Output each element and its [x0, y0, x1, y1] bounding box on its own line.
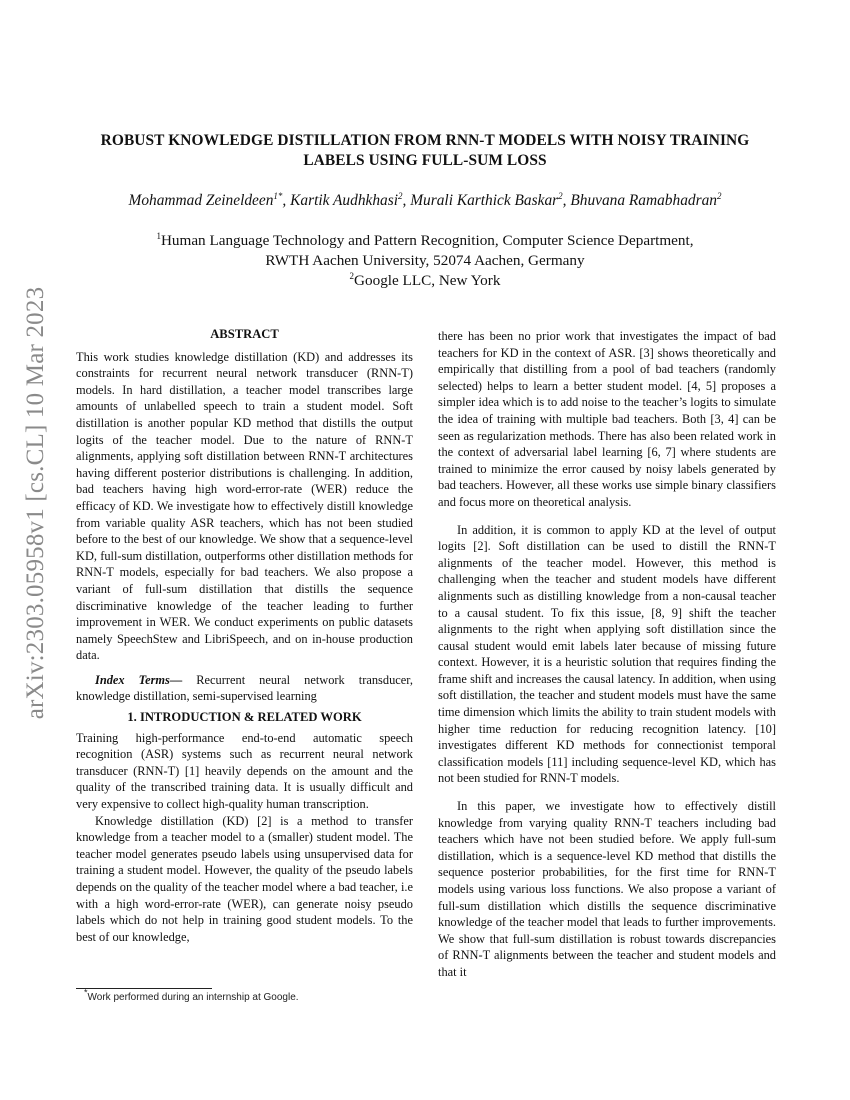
arxiv-identifier-stamp — [0, 0, 72, 1100]
author-name: Bhuvana Ramabhadran — [570, 192, 717, 209]
affiliation-1-line-1: $^1$Human Language Technology and Pattern Recognition, Computer Science Department, — [156, 230, 694, 249]
section-1-paragraph-2: Knowledge distillation (KD) [2] is a method to transfer knowledge from a teacher model to a (smaller) student model. The teacher model generates pseudo labels using unsupervised data for training a student model. However, the quality of the pseudo labels depends on the quality of the teacher model where a bad teacher, i.e with a high word-error-rate (WER), can generate noisy pseudo labels which do not help in training good student models. To the best of our knowledge, — [76, 813, 413, 944]
footnote-mark: * — [84, 987, 88, 998]
author-name: Murali Karthick Baskar — [410, 192, 559, 209]
author-affiliation-mark: 2 — [398, 190, 403, 201]
footnote — [84, 987, 299, 1003]
affiliation-2-mark: 2 — [349, 270, 355, 281]
index-terms — [76, 672, 413, 705]
affiliation-1-mark: 1 — [156, 230, 161, 241]
footnote-text: Work performed during an internship at Google. — [87, 992, 299, 1003]
right-column — [438, 328, 776, 981]
right-paragraph-3: In this paper, we investigate how to effectively distill knowledge from varying quality RNN-T teachers including bad teachers which have not been studied before. We apply full-sum distillation, which is a sequence-level KD method that distills the sequence posterior probabilities, for the first time for RNN-T models using various loss functions. We also propose a variant of full-sum distillation which distills the sequence discriminative knowledge of the teacher model that leads to further improvements. We show that full-sum distillation is robust towards discrepancies of RNN-T alignments between the teacher and student models and that it — [438, 799, 776, 979]
paper-title: ROBUST KNOWLEDGE DISTILLATION FROM RNN-T MODELS WITH NOISY TRAINING LABELS USING FULL-SUM LOSS — [100, 132, 750, 169]
index-terms-label: Index Terms— — [95, 672, 183, 687]
author-affiliation-mark: 2 — [558, 190, 563, 201]
abstract-heading: ABSTRACT — [210, 327, 279, 341]
index-terms-text: Recurrent neural network transducer, knowledge distillation, semi-supervised learning — [76, 672, 413, 704]
section-1-heading: 1. INTRODUCTION & RELATED WORK — [127, 710, 362, 725]
footnote-divider — [76, 988, 212, 989]
abstract-text: This work studies knowledge distillation (KD) and addresses its constraints for recurrent neural network transducer (RNN-T) models. In hard distillation, a teacher model transcribes large amounts of unlabelled speech to train a student model. Soft distillation is another popular KD method that distills the output logits of the teacher model. Due to the nature of RNN-T alignments, applying soft distillation between RNN-T architectures having different posterior distributions is challenging. In addition, bad teachers having high word-error-rate (WER) reduce the efficacy of KD. We investigate how to effectively distill knowledge from variable quality ASR teachers, which has not been studied before to the best of our knowledge. We show that a sequence-level KD, full-sum distillation, outperforms other distillation methods for RNN-T models, especially for bad teachers. We also propose a variant of full-sum distillation that distills the sequence discriminative knowledge of the teacher leading to further improvement in WER. We conduct experiments on public datasets namely SpeechStew and LibriSpeech, and on in-house production data. — [76, 349, 413, 663]
affiliation-2: $^2$Google LLC, New York — [349, 270, 501, 289]
right-paragraph-1: there has been no prior work that investigates the impact of bad teachers for KD in the context of ASR. [3] shows theoretically and empirically that distilling from a pool of bad teachers (randomly selected) helps to learn a better student model. [4, 5] proposes a simpler idea which is to add noise to the teacher’s logits to simulate the idea of training with multiple bad teachers. Both [3, 4] can be seen as regularization methods. There has also been related work in the context of adversarial label learning [6, 7] where students are trained to minimize the error caused by noisy labels generated by bad teachers. However, all these works use simple binary classifiers and focus more on theoretical analysis. — [438, 329, 776, 509]
author-list: Mohammad Zeineldeen$^{1*}$, Kartik Audhkhasi$^2$, Murali Karthick Baskar$^2$, Bhuvana Ramabhadran$^2$ — [128, 190, 722, 209]
author-name: Mohammad Zeineldeen — [128, 192, 274, 209]
author-affiliation-mark: 1* — [273, 190, 283, 201]
author-name: Kartik Audhkhasi — [290, 192, 399, 209]
section-1-paragraph-1: Training high-performance end-to-end automatic speech recognition (ASR) systems such as recurrent neural network transducer (RNN-T) [1] heavily depends on the amount and the quality of the transcribed training data. It is usually difficult and very expensive to collect high-quality human transcription. — [76, 730, 413, 812]
affiliation-1-line-2: RWTH Aachen University, 52074 Aachen, Germany — [265, 252, 585, 269]
arxiv-identifier-text: arXiv:2303.05958v1 [cs.CL] 10 Mar 2023 — [22, 286, 49, 720]
left-column — [76, 326, 413, 945]
author-affiliation-mark: 2 — [716, 190, 722, 201]
right-paragraph-2: In addition, it is common to apply KD at the level of output logits [2]. Soft distillation can be used to distill the RNN-T alignments of the teacher model. However, this method is challenging when the teacher and student models have different alignments such as distilling knowledge from a non-causal teacher to a causal student. To fix this issue, [8, 9] shift the teacher alignments to the right when applying soft distillation since the causal student would emit labels later because of missing future context. However, it is a heuristic solution that requires finding the frame shift and increases the causal latency. In addition, when using soft distillation, the teacher and student models must have the same time dimension which limits the ability to train student models with higher time reduction for reducing recognition latency. [10] investigates different KD methods for connectionist temporal classification models [11] including sequence-level KD, which has not been studied for RNN-T models. — [438, 522, 776, 786]
affiliations — [75, 231, 775, 291]
